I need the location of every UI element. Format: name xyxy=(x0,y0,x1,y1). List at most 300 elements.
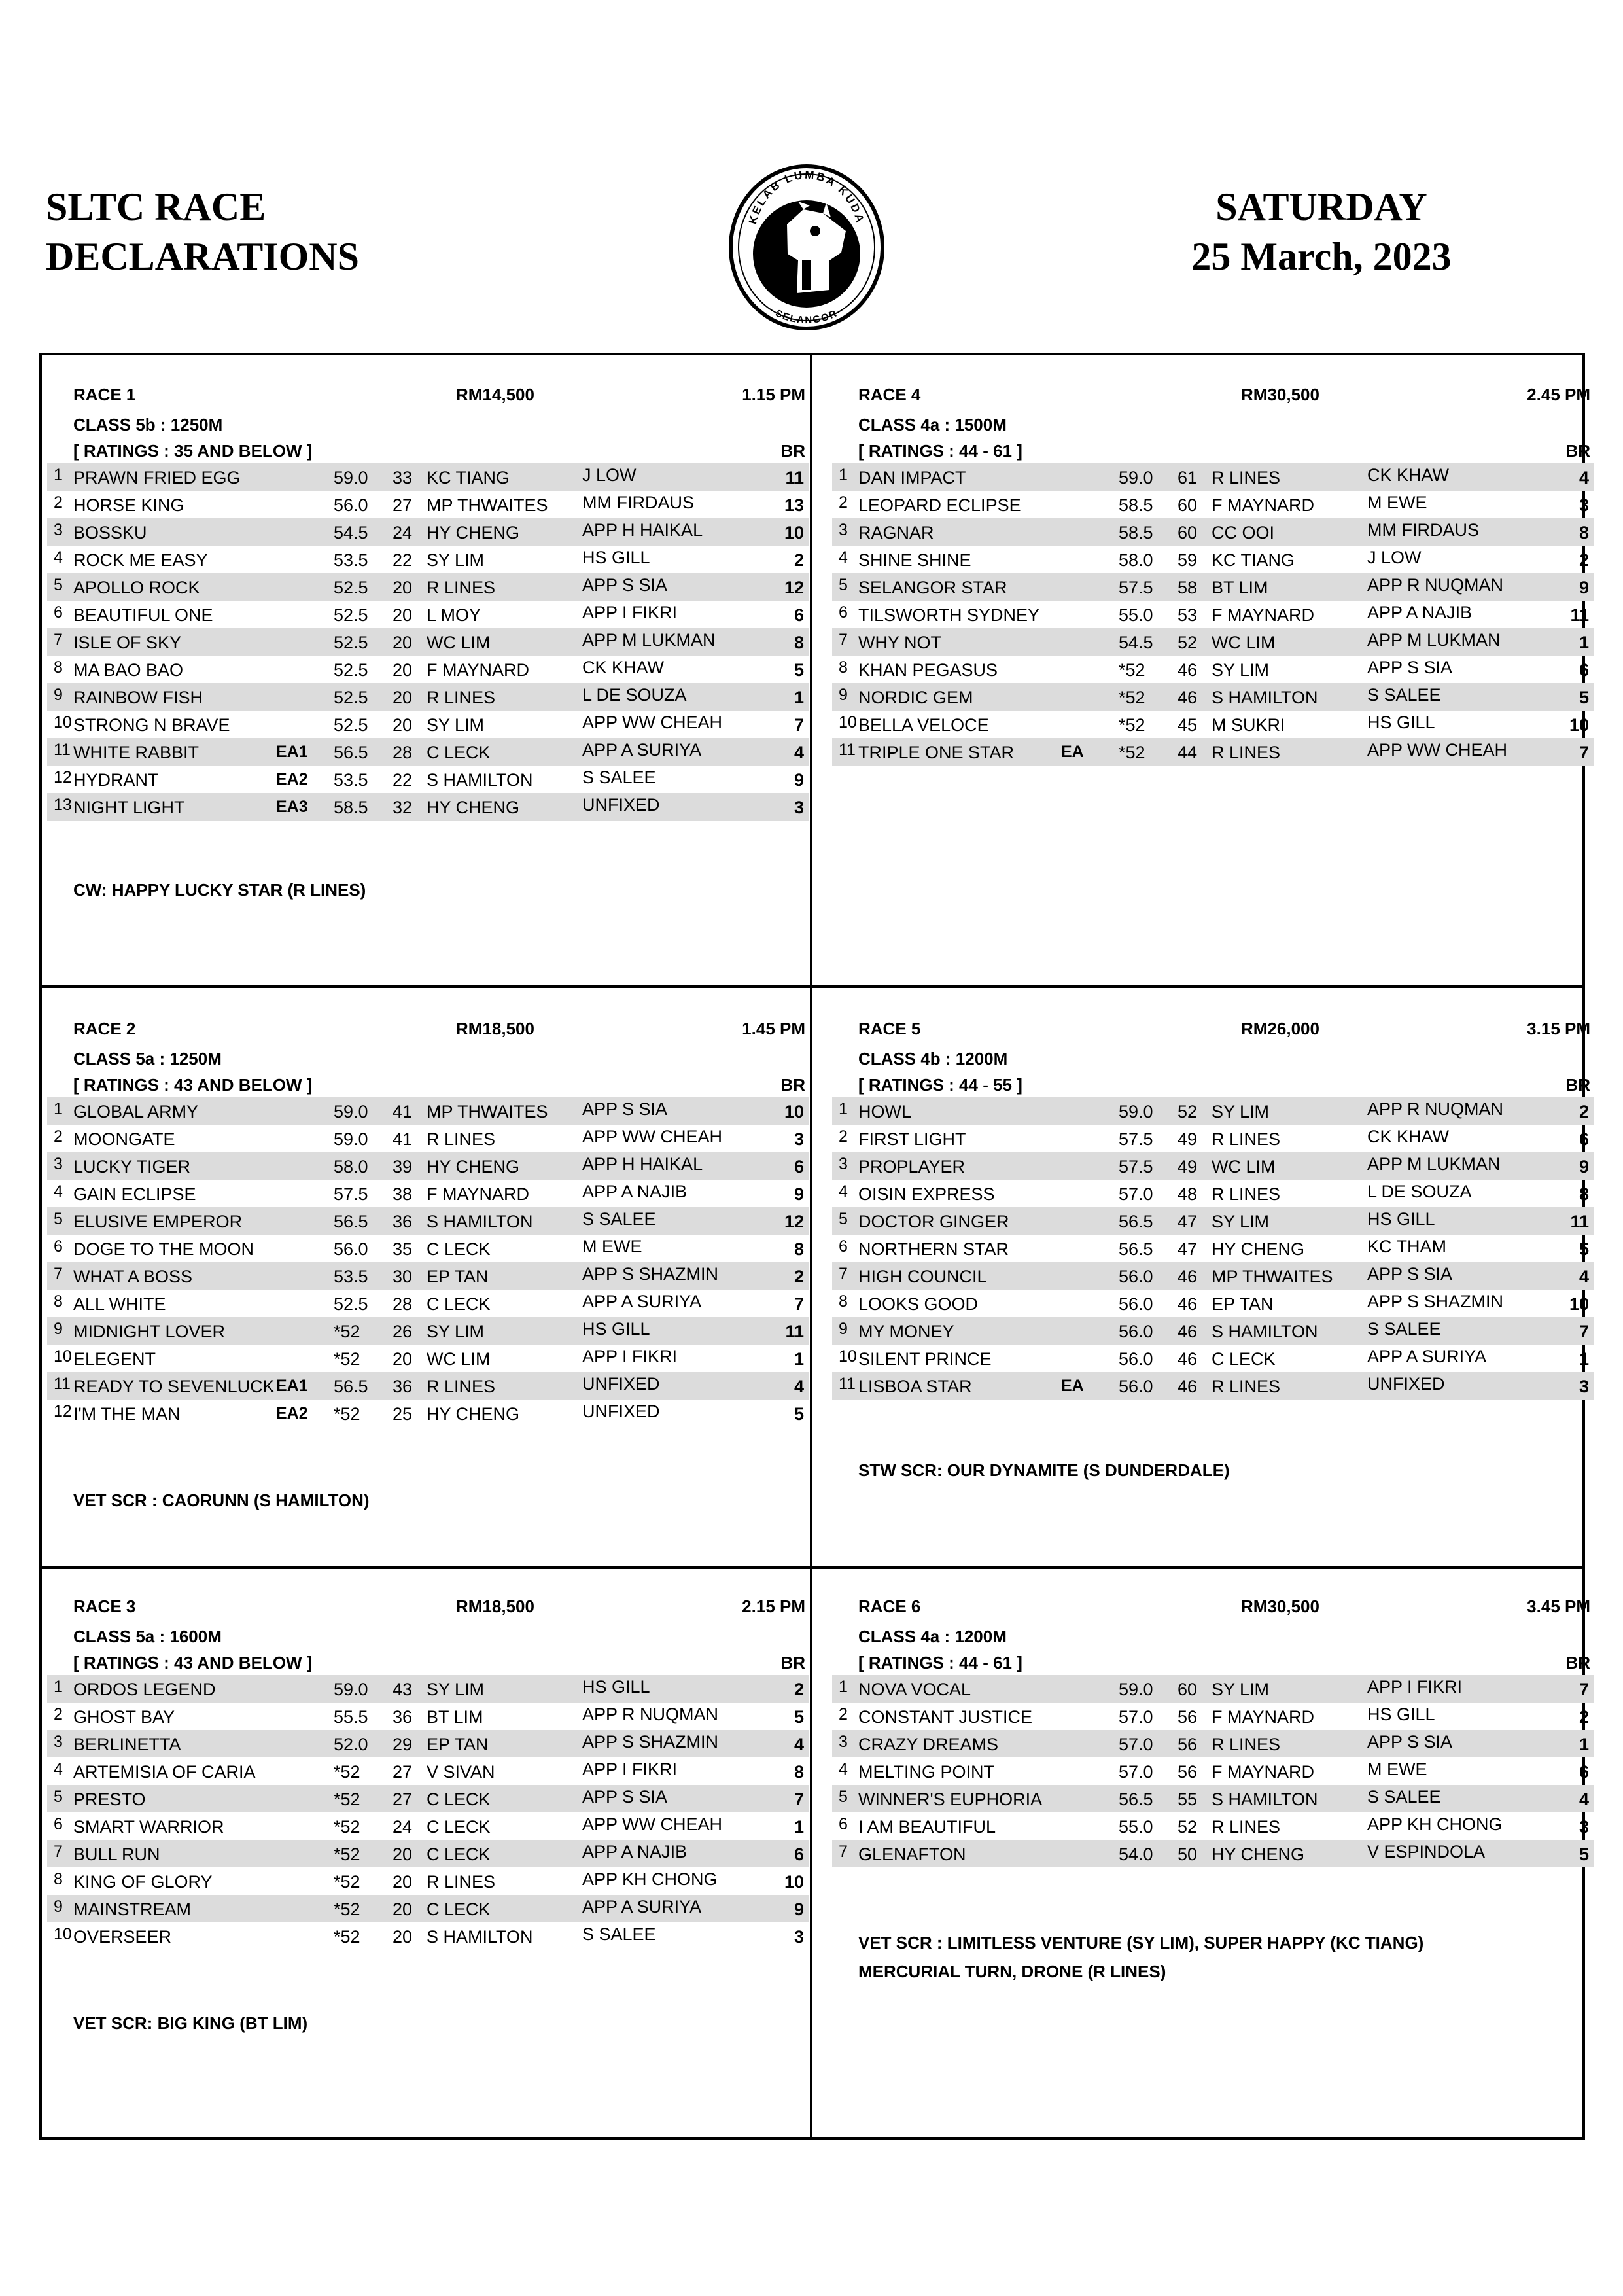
barrier: 3 xyxy=(1579,1817,1589,1837)
runner-number: 5 xyxy=(54,576,63,594)
weight: 52.0 xyxy=(334,1735,368,1754)
weight: 55.0 xyxy=(1119,605,1153,625)
jockey: M SUKRI xyxy=(1212,715,1285,735)
weight: 59.0 xyxy=(334,468,368,487)
barrier: 7 xyxy=(794,1294,804,1314)
barrier: 6 xyxy=(794,605,804,625)
runner-row xyxy=(47,1703,809,1730)
horse-name: BULL RUN xyxy=(73,1845,160,1864)
weight: 57.0 xyxy=(1119,1707,1153,1727)
jockey: EP TAN xyxy=(427,1735,489,1754)
trainer: APP M LUKMAN xyxy=(1367,1154,1501,1174)
race-day: SATURDAY xyxy=(1215,185,1427,228)
horse-name: OVERSEER xyxy=(73,1927,172,1947)
runner-row xyxy=(47,1317,809,1345)
horse-name: ISLE OF SKY xyxy=(73,633,182,652)
trainer: APP A NAJIB xyxy=(582,1842,688,1862)
race-time: 3.45 PM xyxy=(1527,1597,1590,1616)
trainer: S SALEE xyxy=(1367,685,1441,705)
runner-row xyxy=(832,1125,1594,1152)
runner-row xyxy=(47,1922,809,1950)
weight: 56.0 xyxy=(1119,1377,1153,1396)
horse-name: LISBOA STAR xyxy=(858,1377,972,1396)
jockey: CC OOI xyxy=(1212,523,1275,542)
horse-name: SILENT PRINCE xyxy=(858,1349,992,1369)
trainer: HS GILL xyxy=(582,548,650,567)
trainer: APP I FIKRI xyxy=(582,603,678,622)
runner-row xyxy=(47,1125,809,1152)
rating: 20 xyxy=(393,1872,413,1892)
jockey: F MAYNARD xyxy=(1212,1707,1315,1727)
barrier: 1 xyxy=(794,1817,804,1837)
horse-name: APOLLO ROCK xyxy=(73,578,200,597)
runner-number: 8 xyxy=(839,658,848,677)
trainer: CK KHAW xyxy=(1367,465,1450,485)
runner-row xyxy=(47,1262,809,1290)
horse-name: TILSWORTH SYDNEY xyxy=(858,605,1040,625)
trainer: APP WW CHEAH xyxy=(582,713,723,732)
rating: 46 xyxy=(1178,1349,1198,1369)
rating: 22 xyxy=(393,550,413,570)
trainer: HS GILL xyxy=(1367,1704,1435,1724)
weight: 59.0 xyxy=(1119,1102,1153,1122)
runner-row xyxy=(47,1757,809,1785)
runner-row xyxy=(47,793,809,821)
emergency-acceptor: EA2 xyxy=(276,770,308,788)
runner-number: 8 xyxy=(54,1292,63,1311)
runner-number: 10 xyxy=(839,713,857,732)
trainer: S SALEE xyxy=(1367,1319,1441,1339)
trainer: APP A NAJIB xyxy=(1367,603,1473,622)
horse-name: ELEGENT xyxy=(73,1349,156,1369)
trainer: HS GILL xyxy=(1367,1209,1435,1229)
date-block xyxy=(1151,182,1492,281)
row-divider-1 xyxy=(39,985,1585,988)
race-class: CLASS 4a : 1500M xyxy=(858,415,1007,434)
title-left xyxy=(46,182,359,281)
jockey: C LECK xyxy=(427,1899,491,1919)
rating: 53 xyxy=(1178,605,1198,625)
rating: 29 xyxy=(393,1735,413,1754)
runner-number: 3 xyxy=(54,1733,63,1751)
runner-number: 9 xyxy=(54,686,63,704)
race-6-note: VET SCR : LIMITLESS VENTURE (SY LIM), SUPER HAPPY (KC TIANG) xyxy=(858,1933,1424,1952)
trainer: HS GILL xyxy=(582,1677,650,1697)
barrier: 4 xyxy=(1579,1267,1589,1286)
weight: *52 xyxy=(1119,715,1145,735)
trainer: L DE SOUZA xyxy=(1367,1182,1472,1201)
rating: 41 xyxy=(393,1102,413,1122)
title-line-1: SLTC RACE xyxy=(46,185,266,228)
barrier: 9 xyxy=(794,770,804,790)
runner-number: 7 xyxy=(54,1843,63,1861)
horse-name: BEAUTIFUL ONE xyxy=(73,605,213,625)
barrier: 6 xyxy=(794,1845,804,1864)
rating: 20 xyxy=(393,1349,413,1369)
rating: 49 xyxy=(1178,1129,1198,1149)
race-prize: RM26,000 xyxy=(1241,1019,1319,1038)
weight: *52 xyxy=(334,1872,360,1892)
runner-number: 6 xyxy=(54,1237,63,1256)
race-prize: RM14,500 xyxy=(456,385,534,404)
barrier: 6 xyxy=(1579,1129,1589,1149)
jockey: HY CHENG xyxy=(427,523,520,542)
rating: 46 xyxy=(1178,1377,1198,1396)
barrier: 2 xyxy=(1579,550,1589,570)
runner-number: 4 xyxy=(839,1182,848,1201)
rating: 59 xyxy=(1178,550,1198,570)
race-prize: RM30,500 xyxy=(1241,1597,1319,1616)
runner-row xyxy=(47,738,809,766)
rating: 24 xyxy=(393,1817,413,1837)
runner-row xyxy=(47,711,809,738)
runner-row xyxy=(47,463,809,491)
jockey: BT LIM xyxy=(1212,578,1268,597)
jockey: R LINES xyxy=(1212,1184,1281,1204)
runner-number: 3 xyxy=(839,1733,848,1751)
barrier-header: BR xyxy=(780,1653,805,1672)
runner-number: 1 xyxy=(54,1678,63,1696)
trainer: MM FIRDAUS xyxy=(582,493,694,512)
weight: 59.0 xyxy=(334,1129,368,1149)
weight: 58.5 xyxy=(334,798,368,817)
runner-row xyxy=(832,711,1594,738)
barrier: 10 xyxy=(1569,1294,1589,1314)
trainer: APP A SURIYA xyxy=(1367,1347,1487,1366)
jockey: HY CHENG xyxy=(427,1404,520,1424)
runner-row xyxy=(832,1675,1594,1703)
trainer: KC THAM xyxy=(1367,1237,1447,1256)
horse-name: READY TO SEVENLUCK xyxy=(73,1377,275,1396)
club-logo xyxy=(725,162,888,339)
trainer: UNFIXED xyxy=(582,795,660,815)
race-ratings: [ RATINGS : 35 AND BELOW ] xyxy=(73,441,313,461)
barrier: 1 xyxy=(794,1349,804,1369)
horse-name: ALL WHITE xyxy=(73,1294,166,1314)
jockey: S HAMILTON xyxy=(427,1927,533,1947)
rating: 38 xyxy=(393,1184,413,1204)
weight: *52 xyxy=(1119,743,1145,762)
runner-row xyxy=(47,1812,809,1840)
horse-name: GHOST BAY xyxy=(73,1707,175,1727)
jockey: R LINES xyxy=(427,1872,496,1892)
trainer: APP S SHAZMIN xyxy=(582,1732,719,1752)
race-ratings: [ RATINGS : 43 AND BELOW ] xyxy=(73,1653,313,1672)
runner-number: 2 xyxy=(54,1705,63,1723)
runner-list xyxy=(832,1097,1594,1400)
jockey: MP THWAITES xyxy=(1212,1267,1333,1286)
trainer: APP A SURIYA xyxy=(582,1292,702,1311)
runner-number: 4 xyxy=(54,548,63,567)
horse-name: RAINBOW FISH xyxy=(73,688,203,707)
weight: 52.5 xyxy=(334,688,368,707)
horse-name: MIDNIGHT LOVER xyxy=(73,1322,226,1341)
barrier: 6 xyxy=(794,1157,804,1176)
emergency-acceptor: EA1 xyxy=(276,1377,308,1395)
rating: 39 xyxy=(393,1157,413,1176)
runner-number: 4 xyxy=(54,1182,63,1201)
trainer: APP S SIA xyxy=(1367,1732,1453,1752)
runner-number: 2 xyxy=(839,1705,848,1723)
barrier: 11 xyxy=(1570,1212,1589,1231)
trainer: HS GILL xyxy=(582,1319,650,1339)
barrier: 6 xyxy=(1579,660,1589,680)
runner-number: 9 xyxy=(54,1898,63,1916)
rating: 20 xyxy=(393,605,413,625)
rating: 27 xyxy=(393,1762,413,1782)
rating: 52 xyxy=(1178,1817,1198,1837)
rating: 46 xyxy=(1178,660,1198,680)
horse-name: GAIN ECLIPSE xyxy=(73,1184,196,1204)
jockey: F MAYNARD xyxy=(1212,1762,1315,1782)
weight: *52 xyxy=(334,1790,360,1809)
horse-name: DAN IMPACT xyxy=(858,468,966,487)
runner-row xyxy=(47,601,809,628)
horse-name: WHAT A BOSS xyxy=(73,1267,193,1286)
runner-row xyxy=(832,491,1594,518)
trainer: APP WW CHEAH xyxy=(582,1127,723,1146)
weight: 52.5 xyxy=(334,660,368,680)
trainer: J LOW xyxy=(582,465,637,485)
horse-name: MAINSTREAM xyxy=(73,1899,192,1919)
barrier: 2 xyxy=(1579,1707,1589,1727)
weight: 52.5 xyxy=(334,578,368,597)
runner-row xyxy=(47,656,809,683)
rating: 20 xyxy=(393,1927,413,1947)
runner-number: 1 xyxy=(54,466,63,484)
weight: 58.0 xyxy=(1119,550,1153,570)
runner-number: 5 xyxy=(839,1210,848,1228)
weight: *52 xyxy=(1119,660,1145,680)
runner-row xyxy=(47,683,809,711)
jockey: C LECK xyxy=(427,1294,491,1314)
jockey: HY CHENG xyxy=(427,1157,520,1176)
runner-number: 3 xyxy=(54,521,63,539)
runner-number: 7 xyxy=(839,631,848,649)
runner-number: 1 xyxy=(839,1678,848,1696)
barrier: 9 xyxy=(1579,578,1589,597)
trainer: APP I FIKRI xyxy=(1367,1677,1463,1697)
trainer: S SALEE xyxy=(582,1924,656,1944)
trainer: APP M LUKMAN xyxy=(582,630,716,650)
barrier: 11 xyxy=(785,468,804,487)
barrier: 9 xyxy=(794,1899,804,1919)
horse-name: ROCK ME EASY xyxy=(73,550,208,570)
runner-number: 2 xyxy=(839,1127,848,1146)
runner-row xyxy=(47,766,809,793)
barrier: 7 xyxy=(794,1790,804,1809)
runner-number: 8 xyxy=(839,1292,848,1311)
runner-number: 9 xyxy=(839,686,848,704)
rating: 45 xyxy=(1178,715,1198,735)
runner-row xyxy=(832,1812,1594,1840)
weight: 54.5 xyxy=(334,523,368,542)
horse-name: DOCTOR GINGER xyxy=(858,1212,1009,1231)
race-number: RACE 2 xyxy=(73,1019,136,1038)
race-3-note: VET SCR: BIG KING (BT LIM) xyxy=(73,2013,308,2033)
trainer: APP I FIKRI xyxy=(582,1347,678,1366)
barrier: 4 xyxy=(1579,1790,1589,1809)
rating: 20 xyxy=(393,1845,413,1864)
runner-row xyxy=(47,1207,809,1235)
trainer: CK KHAW xyxy=(1367,1127,1450,1146)
barrier: 8 xyxy=(794,1762,804,1782)
barrier: 7 xyxy=(1579,1680,1589,1699)
trainer: APP H HAIKAL xyxy=(582,1154,703,1174)
barrier: 5 xyxy=(794,1404,804,1424)
runner-number: 2 xyxy=(54,1127,63,1146)
trainer: APP WW CHEAH xyxy=(582,1814,723,1834)
runner-number: 7 xyxy=(839,1265,848,1283)
runner-number: 8 xyxy=(54,1870,63,1888)
runner-number: 10 xyxy=(839,1347,857,1366)
runner-number: 6 xyxy=(54,1815,63,1833)
race-date: 25 March, 2023 xyxy=(1191,235,1452,278)
rating: 27 xyxy=(393,495,413,515)
weight: 59.0 xyxy=(334,1680,368,1699)
weight: 53.5 xyxy=(334,770,368,790)
jockey: R LINES xyxy=(427,1129,496,1149)
weight: 56.0 xyxy=(334,1239,368,1259)
horse-name: MOONGATE xyxy=(73,1129,175,1149)
horse-name: LEOPARD ECLIPSE xyxy=(858,495,1021,515)
weight: *52 xyxy=(334,1322,360,1341)
trainer: M EWE xyxy=(1367,493,1427,512)
rating: 56 xyxy=(1178,1735,1198,1754)
rating: 60 xyxy=(1178,523,1198,542)
barrier: 12 xyxy=(784,1212,804,1231)
runner-row xyxy=(47,1345,809,1372)
rating: 56 xyxy=(1178,1707,1198,1727)
horse-name: ELUSIVE EMPEROR xyxy=(73,1212,243,1231)
jockey: C LECK xyxy=(1212,1349,1276,1369)
trainer: UNFIXED xyxy=(1367,1374,1445,1394)
runner-number: 6 xyxy=(54,603,63,622)
jockey: MP THWAITES xyxy=(427,1102,548,1122)
trainer: S SALEE xyxy=(582,768,656,787)
horse-name: TRIPLE ONE STAR xyxy=(858,743,1015,762)
barrier: 5 xyxy=(794,660,804,680)
trainer: APP H HAIKAL xyxy=(582,520,703,540)
trainer: MM FIRDAUS xyxy=(1367,520,1479,540)
race-time: 2.45 PM xyxy=(1527,385,1590,404)
barrier: 3 xyxy=(794,1129,804,1149)
trainer: APP S SIA xyxy=(1367,1264,1453,1284)
race-class: CLASS 5b : 1250M xyxy=(73,415,223,434)
runner-number: 11 xyxy=(839,741,856,759)
trainer: CK KHAW xyxy=(582,658,665,677)
runner-number: 10 xyxy=(54,1925,72,1943)
rating: 27 xyxy=(393,1790,413,1809)
rating: 28 xyxy=(393,743,413,762)
weight: 54.0 xyxy=(1119,1845,1153,1864)
horse-name: SMART WARRIOR xyxy=(73,1817,224,1837)
runner-number: 11 xyxy=(54,1375,71,1393)
runner-row xyxy=(47,546,809,573)
rating: 20 xyxy=(393,578,413,597)
horse-name: ORDOS LEGEND xyxy=(73,1680,216,1699)
weight: 57.0 xyxy=(1119,1735,1153,1754)
barrier: 3 xyxy=(1579,495,1589,515)
runner-row xyxy=(832,601,1594,628)
rating: 28 xyxy=(393,1294,413,1314)
trainer: M EWE xyxy=(1367,1759,1427,1779)
rating: 52 xyxy=(1178,1102,1198,1122)
trainer: APP R NUQMAN xyxy=(1367,575,1504,595)
weight: 52.5 xyxy=(334,605,368,625)
race-prize: RM30,500 xyxy=(1241,385,1319,404)
horse-name: NORDIC GEM xyxy=(858,688,973,707)
runner-row xyxy=(47,573,809,601)
runner-list xyxy=(832,463,1594,766)
runner-number: 10 xyxy=(54,713,72,732)
runner-row xyxy=(832,546,1594,573)
horse-name: MA BAO BAO xyxy=(73,660,184,680)
rating: 56 xyxy=(1178,1762,1198,1782)
runner-row xyxy=(832,1290,1594,1317)
barrier-header: BR xyxy=(1565,441,1590,461)
horse-name: HORSE KING xyxy=(73,495,184,515)
race-class: CLASS 5a : 1250M xyxy=(73,1049,222,1069)
horse-name: NIGHT LIGHT xyxy=(73,798,185,817)
jockey: SY LIM xyxy=(427,1322,485,1341)
weight: 58.5 xyxy=(1119,523,1153,542)
runner-row xyxy=(47,518,809,546)
barrier: 3 xyxy=(794,798,804,817)
race-prize: RM18,500 xyxy=(456,1019,534,1038)
runner-number: 11 xyxy=(839,1375,856,1393)
barrier: 2 xyxy=(794,1680,804,1699)
emergency-acceptor: EA1 xyxy=(276,743,308,761)
jockey: S HAMILTON xyxy=(1212,1790,1318,1809)
runner-number: 7 xyxy=(54,631,63,649)
barrier: 8 xyxy=(794,1239,804,1259)
rating: 46 xyxy=(1178,688,1198,707)
weight: 57.0 xyxy=(1119,1184,1153,1204)
horse-name: WHITE RABBIT xyxy=(73,743,200,762)
runner-row xyxy=(832,683,1594,711)
rating: 30 xyxy=(393,1267,413,1286)
horse-name: NORTHERN STAR xyxy=(858,1239,1009,1259)
runner-number: 7 xyxy=(839,1843,848,1861)
barrier: 3 xyxy=(1579,1377,1589,1396)
barrier: 10 xyxy=(784,1102,804,1122)
trainer: APP M LUKMAN xyxy=(1367,630,1501,650)
weight: 56.0 xyxy=(334,495,368,515)
jockey: R LINES xyxy=(1212,1817,1281,1837)
jockey: R LINES xyxy=(1212,743,1281,762)
barrier: 1 xyxy=(794,688,804,707)
race-number: RACE 3 xyxy=(73,1597,136,1616)
barrier: 7 xyxy=(794,715,804,735)
weight: 56.0 xyxy=(1119,1267,1153,1286)
runner-row xyxy=(832,1180,1594,1207)
horse-name: MY MONEY xyxy=(858,1322,954,1341)
runner-number: 4 xyxy=(839,548,848,567)
horse-name: GLOBAL ARMY xyxy=(73,1102,199,1122)
trainer: S SALEE xyxy=(1367,1787,1441,1807)
barrier: 8 xyxy=(1579,523,1589,542)
jockey: SY LIM xyxy=(1212,1212,1270,1231)
runner-number: 3 xyxy=(54,1155,63,1173)
barrier: 4 xyxy=(794,1735,804,1754)
runner-row xyxy=(832,1097,1594,1125)
barrier: 7 xyxy=(1579,743,1589,762)
horse-name: SELANGOR STAR xyxy=(858,578,1007,597)
rating: 33 xyxy=(393,468,413,487)
horse-name: PRESTO xyxy=(73,1790,146,1809)
trainer: APP S SHAZMIN xyxy=(1367,1292,1504,1311)
